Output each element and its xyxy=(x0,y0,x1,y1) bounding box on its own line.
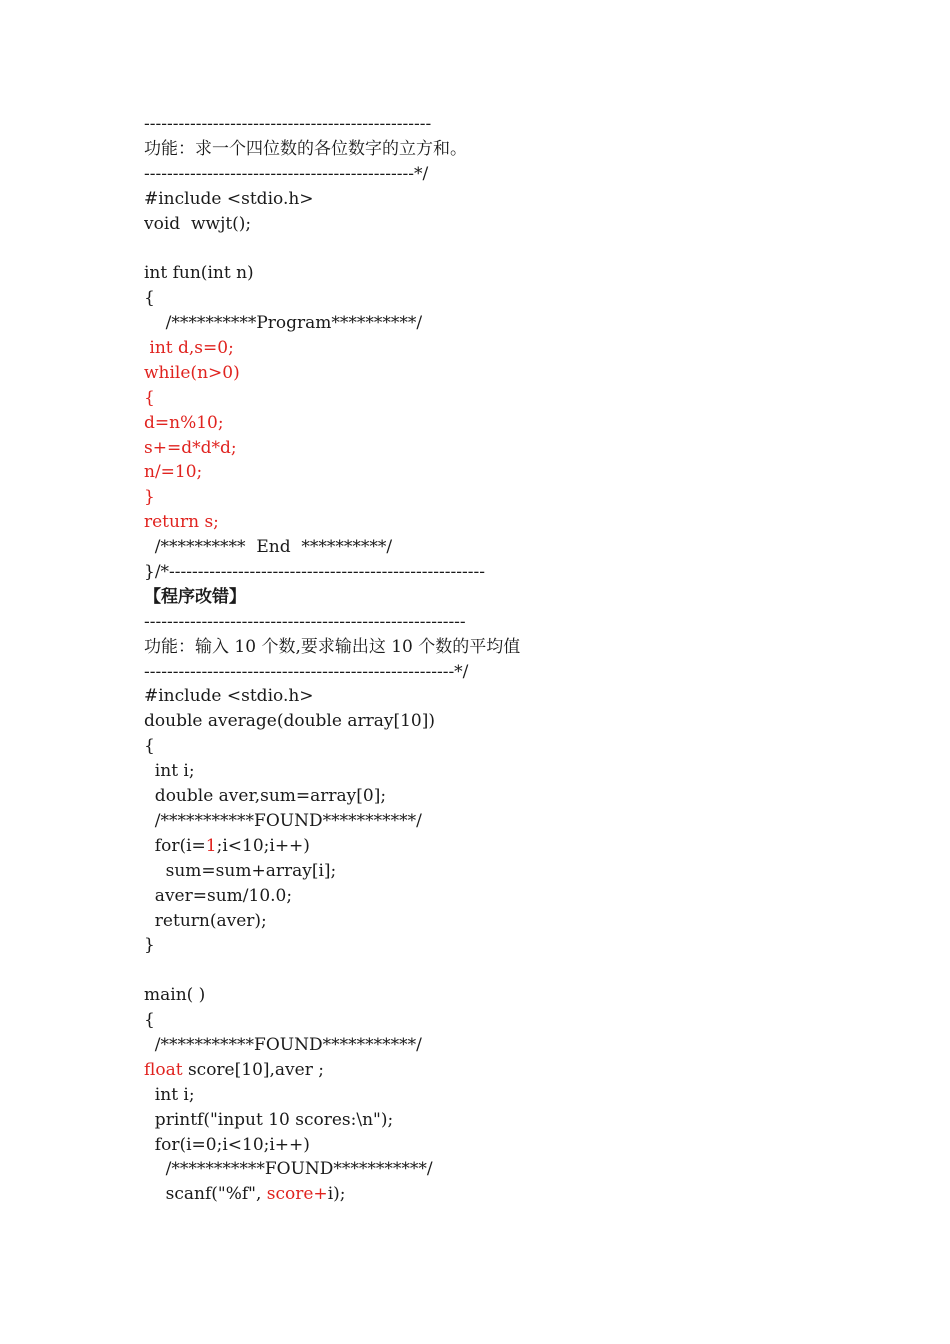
highlighted-code-segment: d=n%10; xyxy=(144,412,224,433)
code-segment: printf("input 10 scores:\n"); xyxy=(144,1109,394,1130)
code-line xyxy=(144,212,904,237)
code-segment: for(i= xyxy=(144,835,206,856)
code-line xyxy=(144,610,904,635)
code-segment: ;i<10;i++) xyxy=(216,835,310,856)
code-line xyxy=(144,834,904,859)
code-line xyxy=(144,909,904,934)
code-segment: -------------------------------------------------- xyxy=(144,114,432,134)
code-line xyxy=(144,510,904,535)
code-line xyxy=(144,1157,904,1182)
highlighted-code-segment: while(n>0) xyxy=(144,362,240,383)
code-segment: int i; xyxy=(144,761,195,782)
code-segment: ------------------------------------------------------*/ xyxy=(144,661,469,682)
code-segment: /***********FOUND***********/ xyxy=(144,810,422,831)
code-segment: i); xyxy=(327,1184,346,1205)
code-line xyxy=(144,187,904,212)
highlighted-code-segment: score+ xyxy=(266,1184,328,1205)
code-line xyxy=(144,933,904,958)
highlighted-code-segment: n/=10; xyxy=(144,462,203,483)
code-segment: int fun(int n) xyxy=(144,263,254,284)
code-line xyxy=(144,1108,904,1133)
code-line xyxy=(144,1008,904,1033)
code-segment: 功能：输入 10 个数,要求输出这 10 个数的平均值 xyxy=(144,636,521,657)
code-line xyxy=(144,361,904,386)
code-line xyxy=(144,734,904,759)
code-line xyxy=(144,286,904,311)
code-line xyxy=(144,1033,904,1058)
code-segment: /***********FOUND***********/ xyxy=(144,1034,422,1055)
code-line xyxy=(144,660,904,685)
code-line xyxy=(144,485,904,510)
code-line xyxy=(144,386,904,411)
code-line xyxy=(144,411,904,436)
highlighted-code-segment: { xyxy=(144,387,155,408)
highlighted-code-segment: } xyxy=(144,487,155,508)
code-line xyxy=(144,1133,904,1158)
highlighted-code-segment: s+=d*d*d; xyxy=(144,437,237,458)
code-segment: int i; xyxy=(144,1084,195,1105)
code-segment: /**********Program**********/ xyxy=(144,313,423,334)
code-segment: score[10],aver ; xyxy=(182,1059,324,1080)
code-line xyxy=(144,311,904,336)
code-segment: }/*------------------------------------------------------- xyxy=(144,562,485,583)
code-line xyxy=(144,336,904,361)
code-line xyxy=(144,635,904,660)
code-segment: { xyxy=(144,1010,155,1031)
code-segment: main( ) xyxy=(144,985,206,1006)
code-line xyxy=(144,261,904,286)
code-line xyxy=(144,112,904,137)
code-line xyxy=(144,709,904,734)
code-segment: sum=sum+array[i]; xyxy=(144,860,337,881)
code-segment: -----------------------------------------------*/ xyxy=(144,163,429,184)
code-line xyxy=(144,784,904,809)
code-line xyxy=(144,1083,904,1108)
code-line xyxy=(144,684,904,709)
code-segment: 功能：求一个四位数的各位数字的立方和。 xyxy=(144,138,467,159)
code-line xyxy=(144,162,904,187)
code-line xyxy=(144,809,904,834)
code-line xyxy=(144,460,904,485)
code-line xyxy=(144,137,904,162)
code-segment: -------------------------------------------------------- xyxy=(144,611,466,632)
code-line xyxy=(144,585,904,610)
code-line xyxy=(144,759,904,784)
code-segment: double average(double array[10]) xyxy=(144,711,435,732)
code-line xyxy=(144,958,904,983)
highlighted-code-segment: return s; xyxy=(144,512,219,533)
code-line xyxy=(144,884,904,909)
code-line xyxy=(144,1182,904,1207)
code-segment: { xyxy=(144,288,155,309)
section-heading: 【程序改错】 xyxy=(144,586,246,607)
code-segment: aver=sum/10.0; xyxy=(144,885,293,906)
code-segment: double aver,sum=array[0]; xyxy=(144,786,387,807)
code-line xyxy=(144,859,904,884)
code-segment: for(i=0;i<10;i++) xyxy=(144,1134,310,1155)
code-segment: scanf("%f", xyxy=(144,1184,267,1205)
code-segment: #include <stdio.h> xyxy=(144,686,314,707)
code-segment: /********** End **********/ xyxy=(144,537,393,558)
code-line xyxy=(144,560,904,585)
code-segment: void wwjt(); xyxy=(144,213,252,234)
code-line xyxy=(144,236,904,261)
code-segment: } xyxy=(144,935,155,956)
highlighted-code-segment: float xyxy=(144,1059,183,1080)
code-line xyxy=(144,436,904,461)
code-line xyxy=(144,983,904,1008)
code-line xyxy=(144,1058,904,1083)
highlighted-code-segment: int d,s=0; xyxy=(144,338,234,359)
code-segment: { xyxy=(144,736,155,757)
code-listing xyxy=(144,112,904,1207)
code-line xyxy=(144,535,904,560)
code-segment: return(aver); xyxy=(144,910,267,931)
highlighted-code-segment: 1 xyxy=(205,835,217,856)
code-segment: /***********FOUND***********/ xyxy=(144,1159,433,1180)
code-segment: #include <stdio.h> xyxy=(144,188,314,209)
